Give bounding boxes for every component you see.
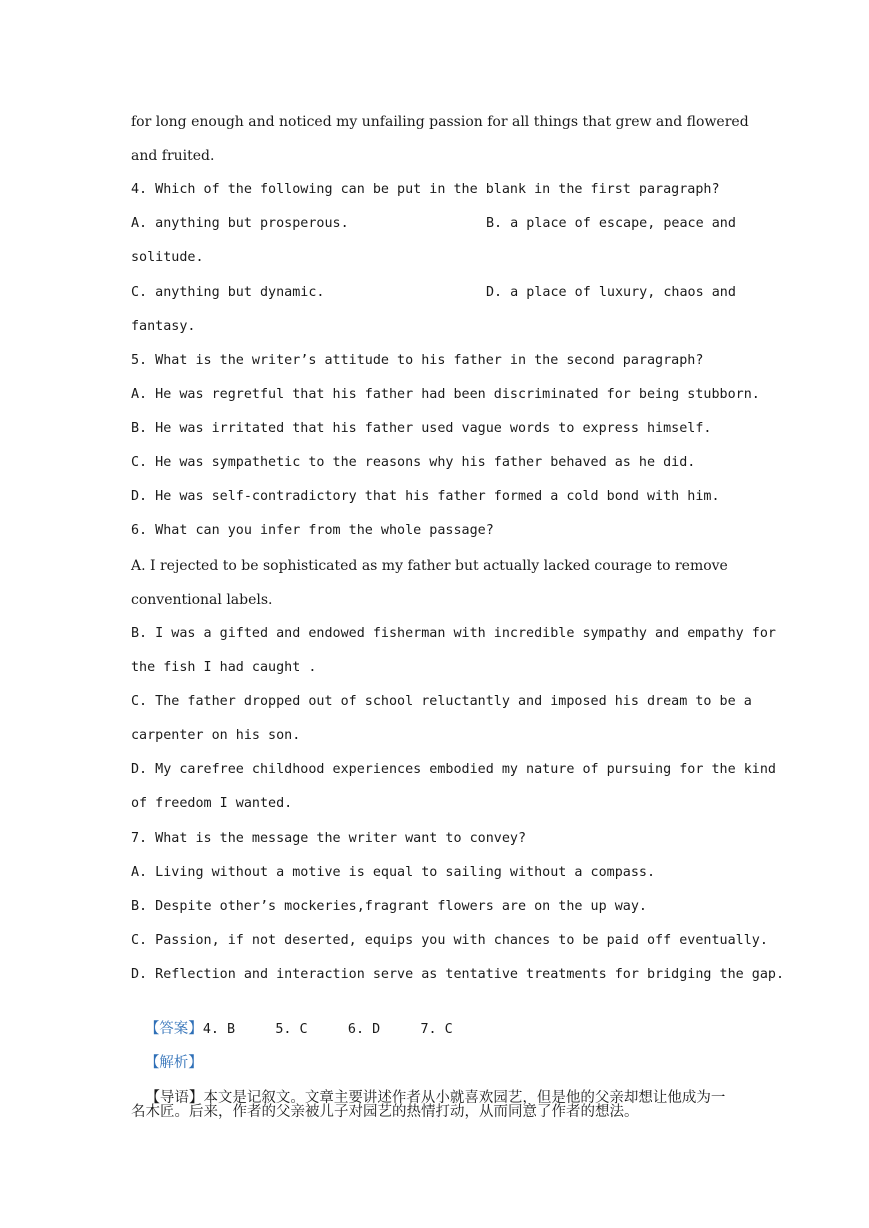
question-6-option-c: C. The father dropped out of school reluctantly and imposed his dream to be a	[131, 694, 752, 709]
question-7-option-a: A. Living without a motive is equal to sailing without a compass.	[131, 865, 656, 880]
question-7-option-c: C. Passion, if not deserted, equips you with chances to be paid off eventually.	[131, 933, 768, 948]
question-7-option-b: B. Despite other’s mockeries,fragrant flowers are on the up way.	[131, 899, 647, 914]
question-6-option-d: D. My carefree childhood experiences embodied my nature of pursuing for the kind	[131, 762, 776, 777]
question-4-option-b: B. a place of escape, peace and	[486, 216, 736, 231]
answer-label: 【答案】	[144, 1021, 203, 1037]
passage-line: for long enough and noticed my unfailing passion for all things that grew and flowered	[131, 114, 749, 130]
passage-line: and fruited.	[131, 148, 215, 164]
question-4-option-a: A. anything but prosperous.	[131, 216, 349, 231]
analysis-label: 【解析】	[144, 1055, 203, 1071]
question-4-option-c: C. anything but dynamic.	[131, 285, 325, 300]
question-7-stem: 7. What is the message the writer want to convey?	[131, 831, 527, 846]
question-5-stem: 5. What is the writer’s attitude to his father in the second paragraph?	[131, 353, 704, 368]
question-4-option-d-cont: fantasy.	[131, 319, 196, 334]
question-6-option-b-cont: the fish I had caught .	[131, 660, 317, 675]
question-5-option-b: B. He was irritated that his father used vague words to express himself.	[131, 421, 712, 436]
question-4-stem: 4. Which of the following can be put in the blank in the first paragraph?	[131, 182, 720, 197]
question-5-option-a: A. He was regretful that his father had been discriminated for being stubborn.	[131, 387, 760, 402]
question-7-option-d: D. Reflection and interaction serve as tentative treatments for bridging the gap.	[131, 967, 785, 982]
guide-line-2: 名木匠。后来，作者的父亲被儿子对园艺的热情打动，从而同意了作者的想法。	[131, 1104, 639, 1120]
answer-text: 4. B 5. C 6. D 7. C	[202, 1022, 453, 1037]
guide-text-1: 本文是记叙文。文章主要讲述作者从小就喜欢园艺，但是他的父亲却想让他成为一	[203, 1090, 726, 1106]
question-6-option-a: A. I rejected to be sophisticated as my father but actually lacked courage to remove	[131, 558, 728, 574]
question-6-option-b: B. I was a gifted and endowed fisherman with incredible sympathy and empathy for	[131, 626, 776, 641]
question-6-option-a-cont: conventional labels.	[131, 592, 273, 608]
question-6-option-c-cont: carpenter on his son.	[131, 728, 301, 743]
question-5-option-d: D. He was self-contradictory that his father formed a cold bond with him.	[131, 489, 720, 504]
question-5-option-c: C. He was sympathetic to the reasons why his father behaved as he did.	[131, 455, 696, 470]
guide-label: 【导语】	[145, 1090, 204, 1106]
question-4-option-b-cont: solitude.	[131, 250, 204, 265]
question-6-stem: 6. What can you infer from the whole passage?	[131, 523, 494, 538]
question-6-option-d-cont: of freedom I wanted.	[131, 796, 293, 811]
question-4-option-d: D. a place of luxury, chaos and	[486, 285, 736, 300]
